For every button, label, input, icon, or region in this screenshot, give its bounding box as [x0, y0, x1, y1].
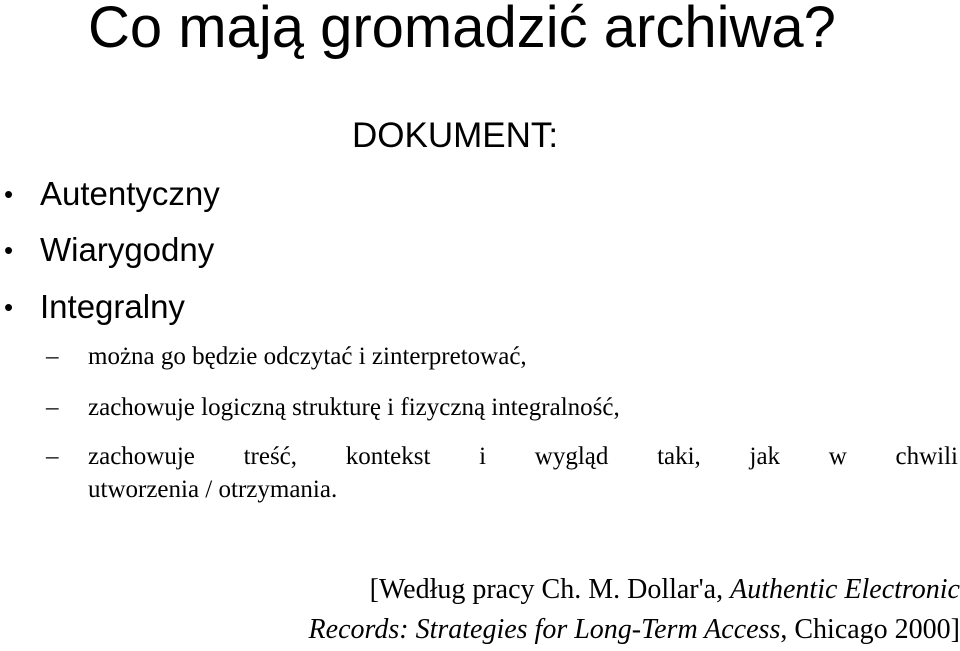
bullet-marker: •: [4, 179, 14, 209]
sub-item-text: zachowuje logiczną strukturę i fizyczną integralność,: [88, 394, 620, 421]
bullet-text: Autentyczny: [40, 175, 220, 212]
bullet-marker: •: [4, 292, 14, 322]
sub-item-text-line1: zachowuje treść, kontekst i wygląd taki, jak w chwili: [88, 443, 958, 470]
slide-title: Co mają gromadzić archiwa?: [88, 0, 836, 60]
bullet-text: Wiarygodny: [40, 231, 215, 268]
dash-marker: –: [46, 443, 59, 470]
sub-item-text: można go będzie odczytać i zinterpretować,: [88, 343, 527, 370]
citation-title-part1: Authentic Electronic: [730, 574, 960, 605]
dash-marker: –: [46, 394, 59, 421]
sub-item-text-line2: utworzenia / otrzymania.: [88, 476, 338, 503]
citation-prefix: [Według pracy Ch. M. Dollar'a,: [369, 574, 731, 605]
source-citation: [108, 570, 960, 650]
dash-marker: –: [46, 343, 59, 370]
citation-line2: [108, 610, 960, 650]
sub-item-tresc: [88, 440, 958, 506]
citation-line1: [108, 570, 960, 610]
bullet-text: Integralny: [40, 288, 185, 325]
bullet-marker: •: [4, 235, 14, 265]
document-subtitle: DOKUMENT:: [352, 116, 559, 155]
citation-title-part2: Records: Strategies for Long-Term Access: [308, 614, 781, 645]
citation-suffix: , Chicago 2000]: [780, 614, 960, 645]
